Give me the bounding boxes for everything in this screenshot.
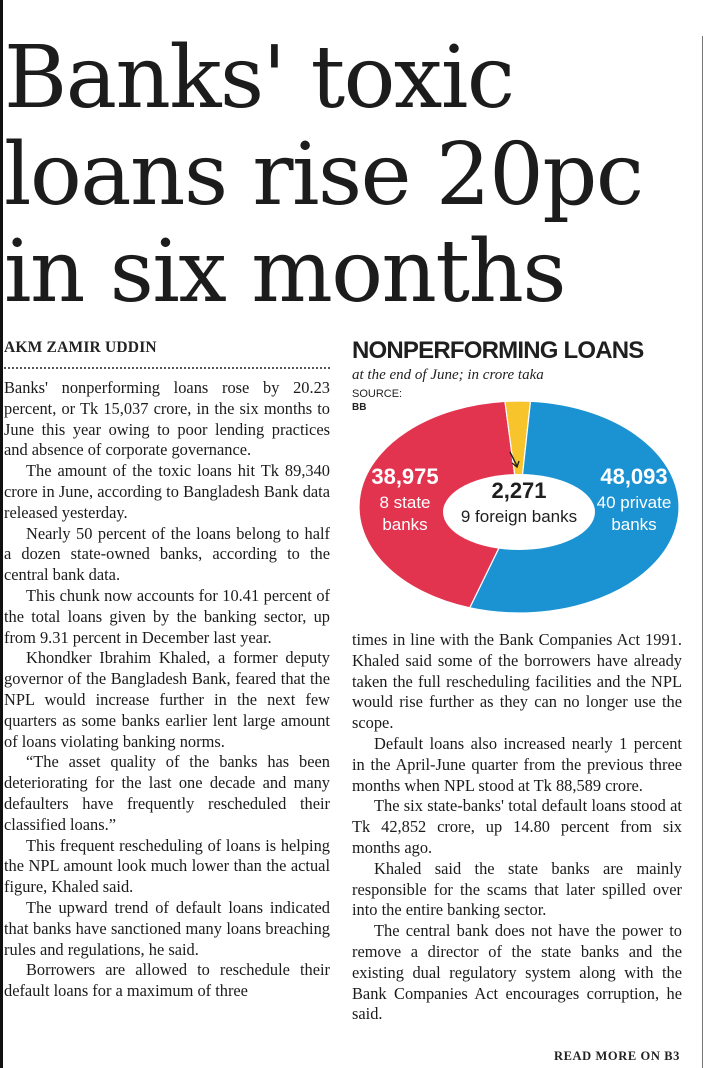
data-label-value: 48,093 [600,464,668,489]
paragraph: times in line with the Bank Companies Act 1991. Khaled said some of the borrowers have already taken the full rescheduling facilities and the NPL would rise further as they can no longer use the scope. [352,630,682,733]
dotted-divider [4,367,330,369]
paragraph: Nearly 50 percent of the loans belong to half a dozen state-owned banks, according to the central bank data. [4,523,330,585]
article-column-2 [352,630,682,1025]
paragraph: Borrowers are allowed to reschedule their default loans for a maximum of three [4,960,330,1001]
chart-title: NONPERFORMING LOANS [352,337,644,364]
data-label-text: 9 foreign banks [460,507,578,526]
paragraph: The amount of the toxic loans hit Tk 89,340 crore in June, according to Bangladesh Bank data released yesterday. [4,461,330,522]
data-label-text: banks [382,515,428,534]
donut-chart [352,390,702,630]
data-label-text: 40 private [596,493,672,512]
read-more-link[interactable]: READ MORE ON B3 [553,1049,680,1063]
headline-line: Banks' toxic [4,28,514,128]
paragraph: This chunk now accounts for 10.41 percent of the total loans given by the banking sector, up from 9.31 percent in December last year. [4,585,330,647]
data-label-value: 2,271 [491,478,547,503]
paragraph: The six state-banks' total default loans stood at Tk 42,852 crore, up 14.80 percent from six months ago. [352,796,682,857]
headline-line: loans rise 20pc [4,125,643,225]
headline [4,30,700,321]
data-label-text: banks [611,515,657,534]
article-column-1 [4,378,330,1002]
paragraph: This frequent rescheduling of loans is helping the NPL amount look much lower than the actual figure, Khaled said. [4,835,330,897]
chart-subtitle: at the end of June; in crore taka [352,367,544,383]
source-name: BB [352,402,367,413]
source-label: SOURCE: [352,388,403,400]
paragraph: “The asset quality of the banks has been deteriorating for the last one decade and many defaulters have frequently rescheduled their classified loans.” [4,752,330,834]
paragraph: The upward trend of default loans indicated that banks have sanctioned many loans breaching rules and regulations, he said. [4,897,330,959]
data-label-text: 8 state [379,493,431,512]
paragraph: Default loans also increased nearly 1 percent in the April-June quarter from the previous three months when NPL stood at Tk 88,589 crore. [352,733,682,795]
data-label-value: 38,975 [371,464,439,489]
headline-line: in six months [4,222,565,322]
left-border [0,0,3,1068]
paragraph: The central bank does not have the power to remove a director of the state banks and the existing dual regulatory system along with the Bank Companies Act encourages corruption, he said. [352,921,682,1024]
paragraph: Khaled said the state banks are mainly responsible for the scams that later spilled over into the entire banking sector. [352,858,682,920]
column-rule [702,36,703,1068]
paragraph: Khondker Ibrahim Khaled, a former deputy governor of the Bangladesh Bank, feared that the NPL would increase further in the next few quarters as some banks earlier lent large amount of loans violating banking norms. [4,648,330,751]
paragraph: Banks' nonperforming loans rose by 20.23 percent, or Tk 15,037 crore, in the six months to June this year owing to poor lending practices and absence of corporate governance. [4,378,330,460]
byline: AKM ZAMIR UDDIN [4,339,157,356]
